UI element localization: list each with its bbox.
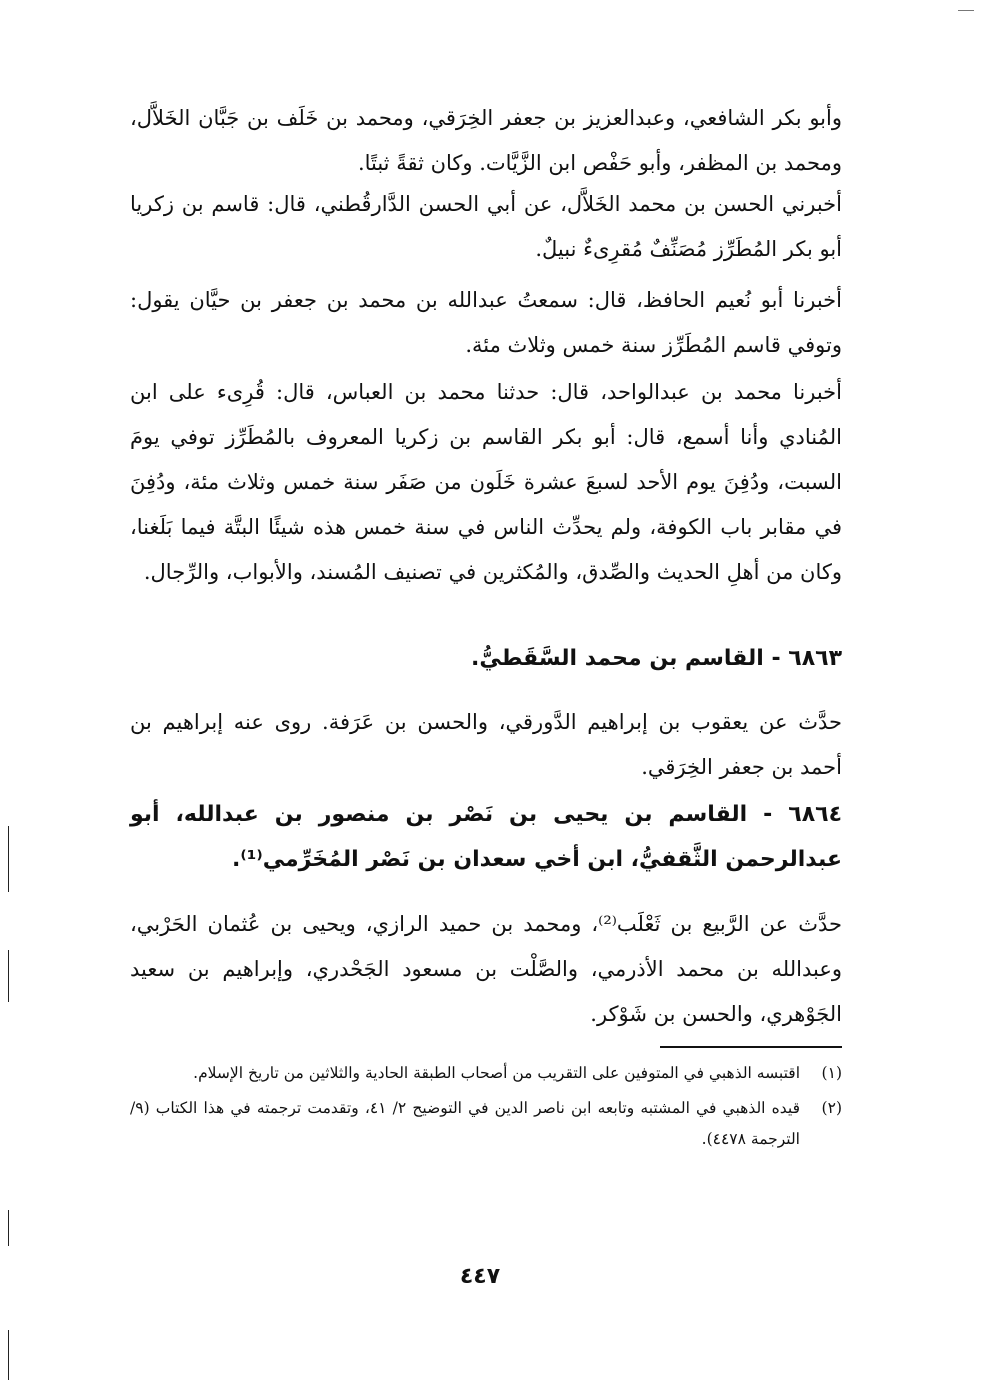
paragraph-3: أخبرنا أبو نُعيم الحافظ، قال: سمعتُ عبدالله بن محمد بن جعفر بن حيَّان يقول: وتوفي قاسم المُطَرِّز سنة خمس وثلاث مئة. bbox=[130, 288, 842, 357]
scan-corner-mark bbox=[958, 10, 974, 11]
footnote-separator bbox=[660, 1046, 842, 1048]
footnote-number: (١) bbox=[821, 1064, 842, 1082]
footnotes bbox=[130, 1058, 842, 1159]
entry-heading-6863: ٦٨٦٣ - القاسم بن محمد السَّقَطيُّ. bbox=[471, 646, 842, 671]
paragraph-4: أخبرنا محمد بن عبدالواحد، قال: حدثنا محمد بن العباس، قال: قُرِىء على ابن المُنادي وأنا أسمع، قال: أبو بكر القاسم بن زكريا المعروف بالمُطَرِّز توفي يومَ السبت، ودُفِنَ يوم الأحد لسبعَ عشرة خَلَون من صَفَر سنة خمس وثلاث مئة، ودُفِنَ في مقابر باب الكوفة، ولم يحدِّث الناس في سنة خمس هذه شيئًا البتَّة فيما بَلَغنا، وكان من أهلِ الحديث والصِّدق، والمُكثرين في تصنيف المُسند، والأبواب، والرِّجال. bbox=[130, 380, 842, 584]
paragraph-1: وأبو بكر الشافعي، وعبدالعزيز بن جعفر الخِرَقي، ومحمد بن خَلَف بن جَبَّان الخَلاَّل، ومحمد بن المظفر، وأبو حَفْص ابن الزَّيَّات. وكان ثقةً ثبتًا. bbox=[130, 106, 842, 175]
footnote-1 bbox=[130, 1058, 842, 1089]
scan-margin-mark bbox=[8, 1330, 9, 1380]
paragraph-2: أخبرني الحسن بن محمد الخَلاَّل، عن أبي الحسن الدَّارقُطني، قال: قاسم بن زكريا أبو بكر المُطَرِّز مُصَنِّفٌ مُقرِىءٌ نبيلٌ. bbox=[130, 192, 842, 261]
footnote-text: اقتبسه الذهبي في المتوفين على التقريب من أصحاب الطبقة الحادية والثلاثين من تاريخ الإسلام. bbox=[193, 1064, 800, 1082]
footnote-text: قيده الذهبي في المشتبه وتابعه ابن ناصر الدين في التوضيح ٢/ ٤١، وتقدمت ترجمته في هذا الكتاب (٩/ الترجمة ٤٤٧٨). bbox=[130, 1099, 800, 1148]
paragraph-5: حدَّث عن يعقوب بن إبراهيم الدَّورقي، والحسن بن عَرَفة. روى عنه إبراهيم بن أحمد بن جعفر الخِرَقي. bbox=[130, 710, 842, 779]
scan-margin-mark bbox=[8, 1210, 9, 1246]
footnote-number: (٢) bbox=[821, 1099, 842, 1117]
scan-margin-mark bbox=[8, 950, 9, 1002]
paragraph-6: حدَّث عن الرَّبيع بن ثَعْلَب⁽²⁾، ومحمد بن حميد الرازي، ويحيى بن عُثمان الحَرْبي، وعبدالله بن محمد الأذرمي، والصَّلْت بن مسعود الجَحْدري، وإبراهيم بن سعيد الجَوْهري، والحسن بن شَوْكر. bbox=[130, 912, 842, 1026]
entry-heading-6864: ٦٨٦٤ - القاسم بن يحيى بن نَصْر بن منصور بن عبدالله، أبو عبدالرحمن الثَّقفيُّ، ابن أخي سعدان بن نَصْر المُخَرِّمي⁽¹⁾. bbox=[130, 802, 842, 872]
scan-margin-mark bbox=[8, 826, 9, 892]
page-number: ٤٤٧ bbox=[459, 1264, 501, 1289]
footnote-2 bbox=[130, 1093, 842, 1155]
